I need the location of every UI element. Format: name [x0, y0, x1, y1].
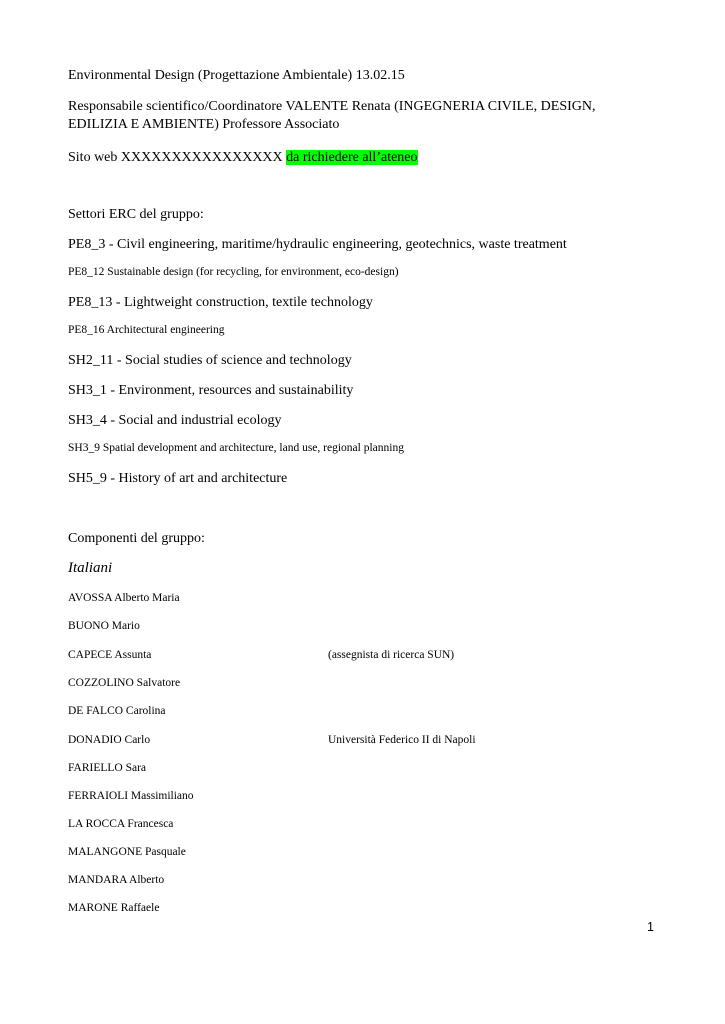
members-heading: Componenti del gruppo:	[68, 531, 205, 546]
member-name: AVOSSA Alberto Maria	[68, 592, 180, 604]
website-highlight: da richiedere all’ateneo	[286, 150, 418, 165]
member-name: DE FALCO Carolina	[68, 705, 166, 717]
website-line	[68, 150, 418, 166]
member-name: MALANGONE Pasquale	[68, 846, 186, 858]
member-name: FARIELLO Sara	[68, 762, 147, 774]
website-prefix: Sito web XXXXXXXXXXXXXXXX	[68, 150, 287, 165]
page-number: 1	[647, 920, 654, 934]
member-name: DONADIO Carlo	[68, 734, 151, 746]
member-note: Università Federico II di Napoli	[328, 734, 476, 746]
coordinator-line: Responsabile scientifico/Coordinatore VALENTE Renata (INGEGNERIA CIVILE, DESIGN, EDILIZIA E AMBIENTE) Professore Associato	[68, 99, 596, 132]
member-name: CAPECE Assunta	[68, 649, 152, 661]
erc-sector: PE8_12 Sustainable design (for recycling, for environment, eco-design)	[68, 266, 399, 278]
erc-sector: SH3_9 Spatial development and architecture, land use, regional planning	[68, 442, 404, 454]
member-name: FERRAIOLI Massimiliano	[68, 790, 194, 802]
member-name: LA ROCCA Francesca	[68, 818, 174, 830]
erc-sector: SH3_1 - Environment, resources and sustainability	[68, 383, 354, 398]
member-name: COZZOLINO Salvatore	[68, 677, 181, 689]
erc-sector: PE8_3 - Civil engineering, maritime/hydraulic engineering, geotechnics, waste treatment	[68, 237, 567, 252]
member-note: (assegnista di ricerca SUN)	[328, 649, 455, 661]
erc-sector: PE8_13 - Lightweight construction, textile technology	[68, 295, 373, 310]
member-name: MANDARA Alberto	[68, 874, 165, 886]
member-name: BUONO Mario	[68, 620, 140, 632]
erc-sector: SH2_11 - Social studies of science and technology	[68, 353, 352, 368]
members-subheading: Italiani	[68, 560, 113, 576]
erc-sector: SH3_4 - Social and industrial ecology	[68, 413, 282, 428]
erc-sector: PE8_16 Architectural engineering	[68, 324, 225, 336]
member-name: MARONE Raffaele	[68, 902, 160, 914]
erc-heading: Settori ERC del gruppo:	[68, 207, 204, 222]
document-title-line: Environmental Design (Progettazione Ambientale) 13.02.15	[68, 68, 405, 83]
erc-sector: SH5_9 - History of art and architecture	[68, 471, 288, 486]
